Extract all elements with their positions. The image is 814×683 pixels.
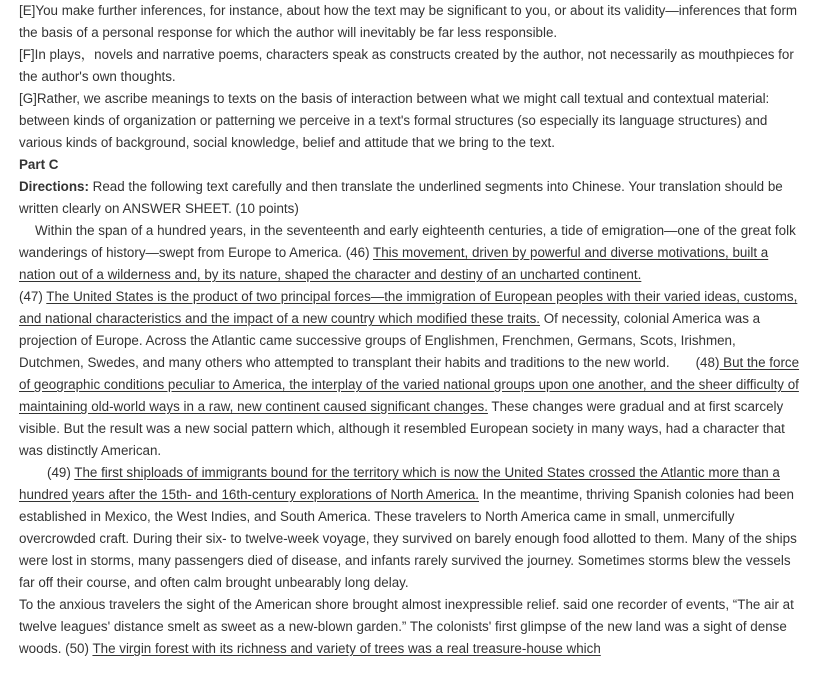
passage-1-lead: Within the span of a hundred years, in the seventeenth and early eighteenth centuries, a tide of emigration—one of the great folk wanderings of history—swept from Europe to America. (46) bbox=[19, 223, 796, 260]
passage-4-lead: To the anxious travelers the sight of the American shore brought almost inexpressible relief. said one recorder of events, “The air at twelve leagues' distance smelt as sweet as a new-blown garden.” The colonists' first glimpse of the new land was a sight of dense woods. (50) bbox=[19, 597, 794, 656]
directions bbox=[19, 176, 802, 220]
passage-paragraph-3 bbox=[19, 462, 802, 594]
paragraph-f bbox=[19, 44, 802, 88]
passage-paragraph-2 bbox=[19, 286, 802, 462]
sentence-46: This movement, driven by powerful and diverse motivations, built a nation out of a wilderness and, by its nature, shaped the character and destiny of an uncharted continent. bbox=[19, 245, 769, 282]
sentence-47: The United States is the product of two principal forces—the immigration of European peoples with their varied ideas, customs, and national characteristics and the impact of a new country which modified these traits. bbox=[19, 289, 798, 326]
part-c-label: Part C bbox=[19, 157, 59, 172]
paragraph-f-text: [F]In plays，novels and narrative poems, characters speak as constructs created by the author, not necessarily as mouthpieces for the author's own thoughts. bbox=[19, 47, 794, 84]
paragraph-e-text: [E]You make further inferences, for instance, about how the text may be significant to you, or about its validity—inferences that form the basis of a personal response for which the author will inevitably be far less responsible. bbox=[19, 3, 798, 40]
paragraph-e bbox=[19, 0, 802, 44]
directions-text: Read the following text carefully and then translate the underlined segments into Chinese. Your translation should be written clearly on ANSWER SHEET. (10 points) bbox=[19, 179, 783, 216]
passage-paragraph-1 bbox=[19, 220, 802, 286]
number-47: (47) bbox=[19, 289, 47, 304]
part-c-heading bbox=[19, 154, 802, 176]
passage-2-mid: Of necessity, colonial America was a projection of Europe. Across the Atlantic came successive groups of Englishmen, Frenchmen, Germans, Scots, Irishmen, Dutchmen, Swedes, and many others who attempted to transplant their habits and traditions to the new world. (48) bbox=[19, 311, 764, 370]
directions-label: Directions: bbox=[19, 179, 89, 194]
paragraph-g bbox=[19, 88, 802, 154]
number-49: (49) bbox=[47, 465, 75, 480]
paragraph-g-text: [G]Rather, we ascribe meanings to texts on the basis of interaction between what we might call textual and contextual material: between kinds of organization or patterning we perceive in a text's formal structures (so especially its language structures) and various kinds of background, social knowledge, belief and attitude that we bring to the text. bbox=[19, 91, 770, 150]
sentence-49: The first shiploads of immigrants bound for the territory which is now the United States crossed the Atlantic more than a hundred years after the 15th- and 16th-century explorations of North America. bbox=[19, 465, 780, 502]
passage-paragraph-4 bbox=[19, 594, 802, 660]
sentence-50: The virgin forest with its richness and variety of trees was a real treasure-house which bbox=[92, 641, 601, 656]
passage-2-tail: These changes were gradual and at first scarcely visible. But the result was a new social pattern which, although it resembled European society in many ways, had a character that was distinctly American. bbox=[19, 399, 785, 458]
sentence-48: But the force of geographic conditions peculiar to America, the interplay of the varied national groups upon one another, and the sheer difficulty of maintaining old-world ways in a raw, new continent caused significant changes. bbox=[19, 355, 800, 414]
passage-3-tail: In the meantime, thriving Spanish colonies had been established in Mexico, the West Indies, and South America. These travelers to North America came in small, unmercifully overcrowded craft. During their six- to twelve-week voyage, they survived on barely enough food allotted to them. Many of the ships were lost in storms, many passengers died of disease, and infants rarely survived the journey. Sometimes storms blew the vessels far off their course, and often calm brought unbearably long delay. bbox=[19, 487, 797, 590]
